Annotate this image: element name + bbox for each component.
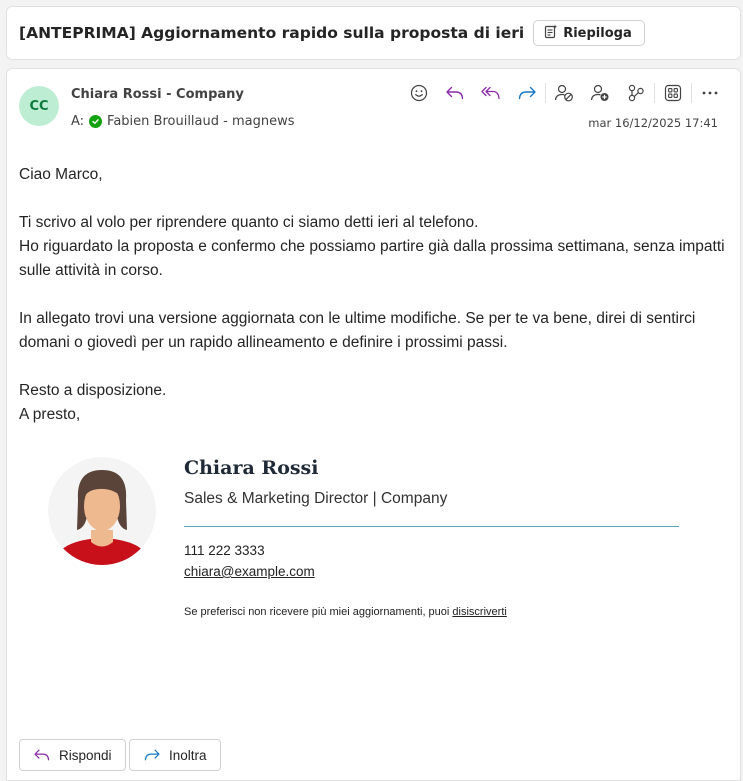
- subject-bar: [6, 6, 741, 60]
- emoji-icon: [410, 84, 428, 102]
- recipient-name[interactable]: Fabien Brouillaud - magnews: [107, 114, 295, 129]
- signature-phone: 111 222 3333: [184, 543, 265, 558]
- unsubscribe-link[interactable]: disiscriverti: [452, 606, 507, 618]
- email-signature: [47, 453, 687, 633]
- presence-available-icon: [89, 115, 102, 128]
- more-actions-button[interactable]: [692, 81, 728, 105]
- message-reading-pane: [6, 68, 741, 781]
- apps-icon: [664, 84, 682, 102]
- add-contact-button[interactable]: [582, 81, 618, 105]
- apps-button[interactable]: [655, 81, 691, 105]
- block-sender-icon: [554, 84, 574, 102]
- unsubscribe-text: Se preferisci non ricevere più miei aggiornamenti, puoi: [184, 606, 453, 618]
- reply-all-icon: [481, 85, 501, 101]
- forward-action-label: Inoltra: [169, 747, 207, 763]
- summarize-icon: [544, 24, 558, 43]
- share-icon: [627, 84, 645, 102]
- body-paragraph-1-line-1: Ti scrivo al volo per riprendere quanto ci siamo detti ieri al telefono.: [19, 214, 479, 231]
- forward-action-button[interactable]: [129, 739, 221, 771]
- more-icon: [701, 90, 719, 96]
- body-closing-1: Resto a disposizione.: [19, 382, 167, 399]
- body-paragraph-1-line-2: Ho riguardato la proposta e confermo che possiamo partire già dalla prossima settimana, senza impatti sulle attività in corso.: [19, 238, 725, 279]
- email-subject: [ANTEPRIMA] Aggiornamento rapido sulla proposta di ieri: [19, 24, 525, 42]
- body-paragraph-2: In allegato trovi una versione aggiornata con le ultime modifiche. Se per te va bene, direi di sentirci domani o giovedì per un rapido allineamento e definire i prossimi passi.: [19, 310, 696, 351]
- reply-icon: [445, 85, 465, 101]
- forward-button[interactable]: [509, 81, 545, 105]
- signature-divider: [184, 526, 679, 527]
- add-contact-icon: [590, 84, 610, 102]
- sender-name[interactable]: Chiara Rossi - Company: [71, 87, 244, 102]
- share-button[interactable]: [618, 81, 654, 105]
- message-toolbar: [401, 81, 728, 105]
- reply-icon: [33, 748, 51, 762]
- reply-button[interactable]: [437, 81, 473, 105]
- summarize-button[interactable]: [533, 20, 645, 46]
- block-sender-button[interactable]: [546, 81, 582, 105]
- forward-icon: [143, 748, 161, 762]
- reply-action-button[interactable]: [19, 739, 126, 771]
- summarize-label: Riepiloga: [563, 25, 632, 41]
- reply-all-button[interactable]: [473, 81, 509, 105]
- forward-icon: [517, 85, 537, 101]
- emoji-reaction-button[interactable]: [401, 81, 437, 105]
- sender-avatar[interactable]: CC: [19, 86, 59, 126]
- signature-avatar: [47, 456, 157, 566]
- recipient-line: [71, 114, 294, 129]
- signature-name: Chiara Rossi: [184, 457, 319, 479]
- signature-role: Sales & Marketing Director | Company: [184, 490, 448, 507]
- to-label: A:: [71, 114, 85, 129]
- message-timestamp: mar 16/12/2025 17:41: [588, 116, 718, 130]
- signature-email-link[interactable]: chiara@example.com: [184, 564, 315, 579]
- reply-action-label: Rispondi: [59, 747, 112, 763]
- body-greeting: Ciao Marco,: [19, 166, 103, 183]
- body-closing-2: A presto,: [19, 406, 81, 423]
- message-body: [19, 163, 727, 427]
- signature-unsubscribe-line: [184, 606, 507, 618]
